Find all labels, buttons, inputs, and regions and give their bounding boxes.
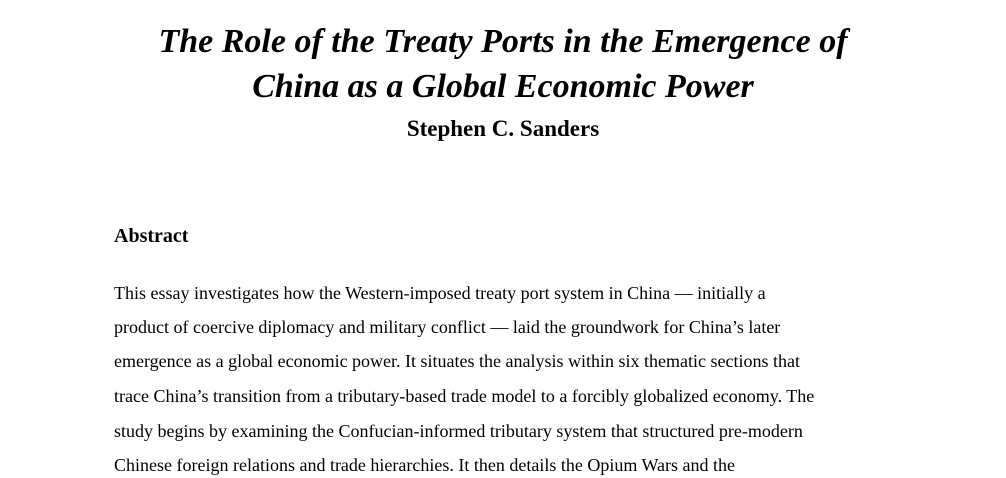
abstract-heading: Abstract xyxy=(114,225,189,247)
author-name: Stephen C. Sanders xyxy=(406,116,600,141)
paper-title-line-1: The Role of the Treaty Ports in the Emergence of xyxy=(158,23,848,60)
abstract-line: This essay investigates how the Western-imposed treaty port system in China — initially a xyxy=(114,283,766,303)
abstract-line: trace China’s transition from a tributary-based trade model to a forcibly globalized economy. The xyxy=(114,386,815,406)
abstract-line: study begins by examining the Confucian-informed tributary system that structured pre-modern xyxy=(114,421,803,441)
abstract-line: Chinese foreign relations and trade hierarchies. It then details the Opium Wars and the xyxy=(114,455,736,475)
paper-title-line-2: China as a Global Economic Power xyxy=(252,68,754,105)
abstract-line: emergence as a global economic power. It situates the analysis within six thematic sections that xyxy=(114,351,800,371)
abstract-line: product of coercive diplomacy and military conflict — laid the groundwork for China’s later xyxy=(114,317,781,337)
